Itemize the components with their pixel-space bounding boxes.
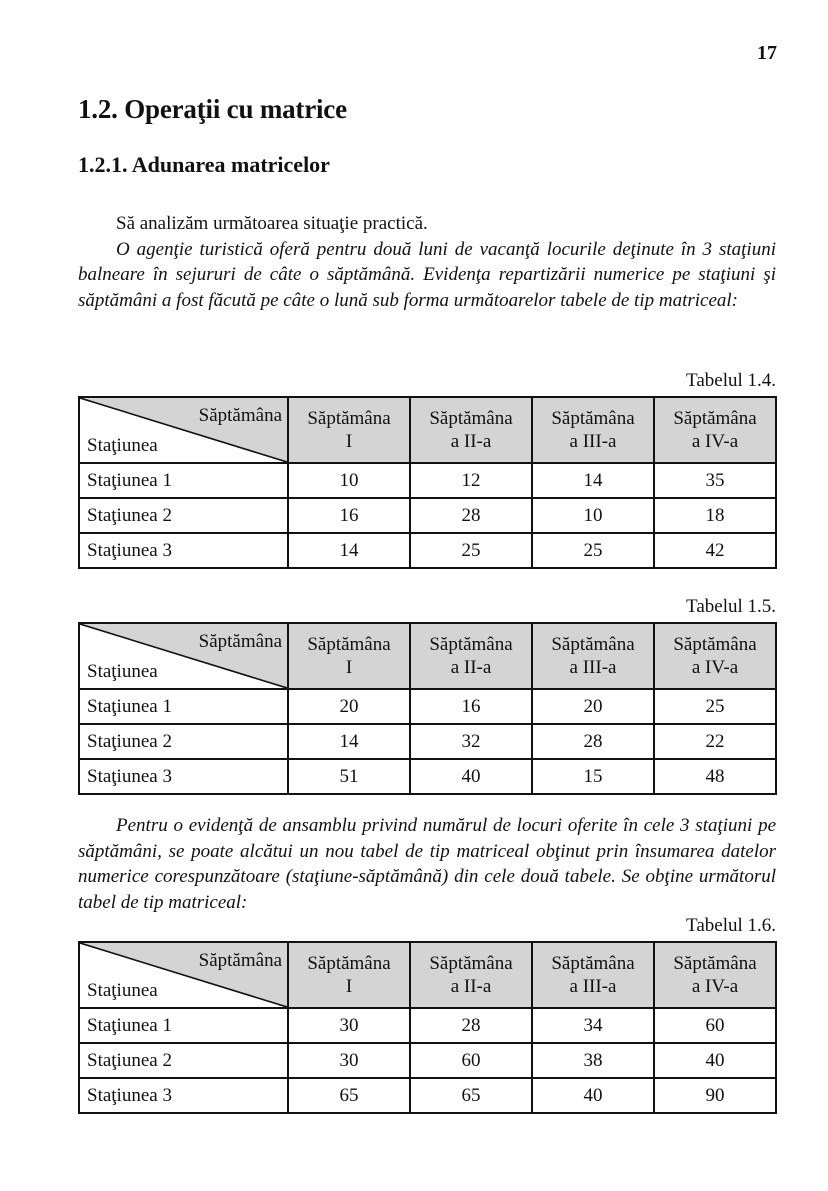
diagonal-corner-cell xyxy=(79,942,288,1008)
table-caption-1-5: Tabelul 1.5. xyxy=(686,596,776,617)
row-label: Staţiunea 1 xyxy=(79,1008,288,1043)
column-header-week-1: Săptămâna I xyxy=(288,623,410,689)
cell-value: 16 xyxy=(410,689,532,724)
cell-value: 34 xyxy=(532,1008,654,1043)
row-label: Staţiunea 3 xyxy=(79,533,288,568)
column-header-week-4: Săptămâna a IV-a xyxy=(654,942,776,1008)
cell-value: 25 xyxy=(532,533,654,568)
section-title: 1.2. Operaţii cu matrice xyxy=(78,94,347,124)
row-label: Staţiunea 2 xyxy=(79,498,288,533)
table-1-5 xyxy=(78,622,777,795)
cell-value: 38 xyxy=(532,1043,654,1078)
table-row xyxy=(79,689,776,724)
diagonal-corner-cell xyxy=(79,623,288,689)
table-row xyxy=(79,533,776,568)
cell-value: 51 xyxy=(288,759,410,794)
table-header-row xyxy=(79,397,776,463)
column-header-week-3: Săptămâna a III-a xyxy=(532,942,654,1008)
cell-value: 65 xyxy=(288,1078,410,1113)
table-1-6 xyxy=(78,941,777,1114)
intro-paragraph xyxy=(78,211,776,313)
cell-value: 60 xyxy=(410,1043,532,1078)
row-label: Staţiunea 3 xyxy=(79,759,288,794)
cell-value: 30 xyxy=(288,1043,410,1078)
cell-value: 35 xyxy=(654,463,776,498)
cell-value: 25 xyxy=(654,689,776,724)
cell-value: 60 xyxy=(654,1008,776,1043)
column-header-week-3: Săptămâna a III-a xyxy=(532,623,654,689)
summary-paragraph xyxy=(78,813,776,915)
cell-value: 15 xyxy=(532,759,654,794)
table-row xyxy=(79,1078,776,1113)
cell-value: 30 xyxy=(288,1008,410,1043)
corner-row-label: Staţiunea xyxy=(87,661,158,682)
cell-value: 40 xyxy=(654,1043,776,1078)
cell-value: 32 xyxy=(410,724,532,759)
row-label: Staţiunea 2 xyxy=(79,724,288,759)
cell-value: 42 xyxy=(654,533,776,568)
cell-value: 48 xyxy=(654,759,776,794)
table-row xyxy=(79,759,776,794)
table-row xyxy=(79,1043,776,1078)
cell-value: 40 xyxy=(532,1078,654,1113)
cell-value: 65 xyxy=(410,1078,532,1113)
cell-value: 25 xyxy=(410,533,532,568)
table-row xyxy=(79,1008,776,1043)
cell-value: 90 xyxy=(654,1078,776,1113)
corner-row-label: Staţiunea xyxy=(87,435,158,456)
cell-value: 14 xyxy=(532,463,654,498)
cell-value: 20 xyxy=(532,689,654,724)
row-label: Staţiunea 1 xyxy=(79,463,288,498)
subsection-title: 1.2.1. Adunarea matricelor xyxy=(78,152,330,177)
column-header-week-4: Săptămâna a IV-a xyxy=(654,397,776,463)
summary-text: Pentru o evidenţă de ansamblu privind numărul de locuri oferite în cele 3 staţiuni pe săptămâni, se poate alcătui un nou tabel de tip matriceal obţinut prin însumarea datelor numerice corespunzătoare (staţiune-săptămână) din cele două tabele. Se obţine următorul tabel de tip matriceal: xyxy=(78,815,776,913)
column-header-week-2: Săptămâna a II-a xyxy=(410,397,532,463)
column-header-week-1: Săptămâna I xyxy=(288,397,410,463)
corner-row-label: Staţiunea xyxy=(87,980,158,1001)
table-row xyxy=(79,498,776,533)
column-header-week-2: Săptămâna a II-a xyxy=(410,623,532,689)
row-label: Staţiunea 3 xyxy=(79,1078,288,1113)
cell-value: 10 xyxy=(288,463,410,498)
cell-value: 14 xyxy=(288,533,410,568)
problem-text: O agenţie turistică oferă pentru două luni de vacanţă locurile deţinute în 3 staţiuni balneare în sejururi de câte o săptămână. Evidenţa repartizării numerice pe staţiuni şi săptămâni a fost făcută pe câte o lună sub forma următoarelor tabele de tip matriceal: xyxy=(78,238,776,311)
column-header-week-3: Săptămâna a III-a xyxy=(532,397,654,463)
intro-text: Să analizăm următoarea situaţie practică. xyxy=(116,213,428,234)
table-caption-1-4: Tabelul 1.4. xyxy=(686,370,776,391)
diagonal-corner-cell xyxy=(79,397,288,463)
table-1-4 xyxy=(78,396,777,569)
cell-value: 10 xyxy=(532,498,654,533)
cell-value: 28 xyxy=(410,1008,532,1043)
cell-value: 40 xyxy=(410,759,532,794)
corner-column-label: Săptămâna xyxy=(198,950,282,971)
cell-value: 18 xyxy=(654,498,776,533)
row-label: Staţiunea 1 xyxy=(79,689,288,724)
cell-value: 20 xyxy=(288,689,410,724)
cell-value: 22 xyxy=(654,724,776,759)
cell-value: 28 xyxy=(410,498,532,533)
corner-column-label: Săptămâna xyxy=(198,405,282,426)
cell-value: 16 xyxy=(288,498,410,533)
cell-value: 28 xyxy=(532,724,654,759)
page-number: 17 xyxy=(757,42,777,64)
corner-column-label: Săptămâna xyxy=(198,631,282,652)
table-caption-1-6: Tabelul 1.6. xyxy=(686,915,776,936)
table-row xyxy=(79,724,776,759)
table-row xyxy=(79,463,776,498)
column-header-week-1: Săptămâna I xyxy=(288,942,410,1008)
table-header-row xyxy=(79,942,776,1008)
column-header-week-2: Săptămâna a II-a xyxy=(410,942,532,1008)
cell-value: 14 xyxy=(288,724,410,759)
table-header-row xyxy=(79,623,776,689)
column-header-week-4: Săptămâna a IV-a xyxy=(654,623,776,689)
row-label: Staţiunea 2 xyxy=(79,1043,288,1078)
cell-value: 12 xyxy=(410,463,532,498)
